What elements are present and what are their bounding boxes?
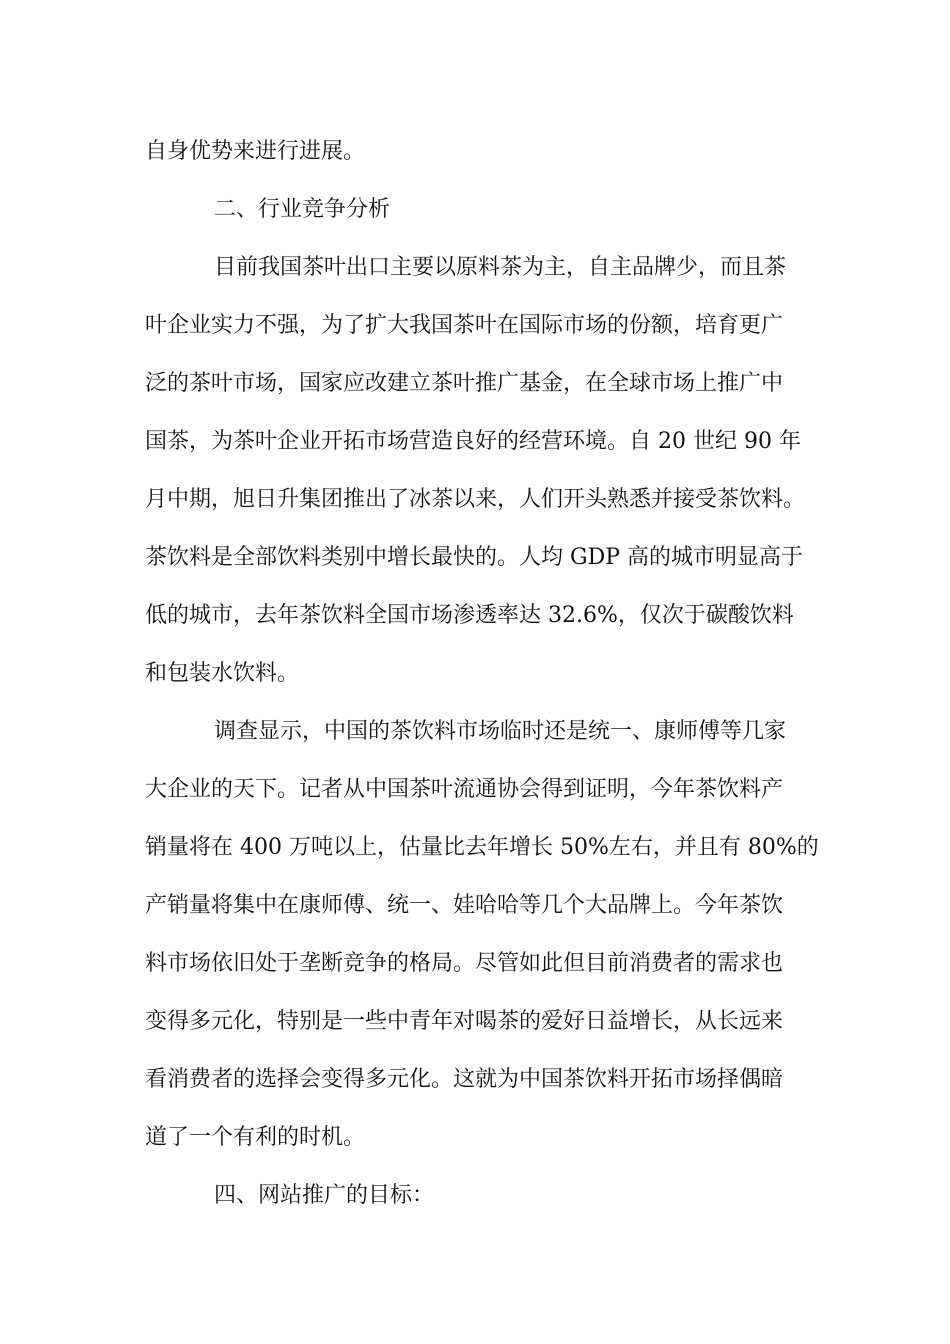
paragraph-line: 大企业的天下。记者从中国茶叶流通协会得到证明，今年茶饮料产: [145, 777, 784, 802]
paragraph-line: 看消费者的选择会变得多元化。这就为中国茶饮料开拓市场择偶暗: [145, 1067, 784, 1092]
paragraph-line: 目前我国茶叶出口主要以原料茶为主，自主品牌少，而且茶: [214, 255, 787, 280]
paragraph-line: 叶企业实力不强，为了扩大我国茶叶在国际市场的份额，培育更广: [145, 313, 784, 338]
paragraph-line: 料市场依旧处于垄断竞争的格局。尽管如此但目前消费者的需求也: [145, 951, 784, 976]
paragraph-line: 变得多元化，特别是一些中青年对喝茶的爱好日益增长，从长远来: [145, 1009, 784, 1034]
section-heading: 四、网站推广的目标：: [214, 1183, 435, 1208]
paragraph-line: 销量将在 400 万吨以上，估量比去年增长 50%左右，并且有 80%的: [145, 835, 819, 860]
paragraph-line: 自身优势来进行进展。: [145, 139, 366, 164]
paragraph-line: 月中期，旭日升集团推出了冰茶以来，人们开头熟悉并接受茶饮料。: [145, 487, 806, 512]
paragraph-line: 低的城市，去年茶饮料全国市场渗透率达 32.6%，仅次于碳酸饮料: [145, 603, 794, 628]
paragraph-line: 和包装水饮料。: [145, 661, 300, 686]
paragraph-line: 茶饮料是全部饮料类别中增长最快的。人均 GDP 高的城市明显高于: [145, 545, 804, 570]
paragraph-line: 道了一个有利的时机。: [145, 1125, 366, 1150]
paragraph-line: 调查显示，中国的茶饮料市场临时还是统一、康师傅等几家: [214, 719, 787, 744]
section-heading: 二、行业竞争分析: [214, 197, 391, 222]
paragraph-line: 产销量将集中在康师傅、统一、娃哈哈等几个大品牌上。今年茶饮: [145, 893, 784, 918]
paragraph-line: 泛的茶叶市场，国家应改建立茶叶推广基金，在全球市场上推广中: [145, 371, 784, 396]
paragraph-line: 国茶，为茶叶企业开拓市场营造良好的经营环境。自 20 世纪 90 年: [145, 429, 801, 454]
